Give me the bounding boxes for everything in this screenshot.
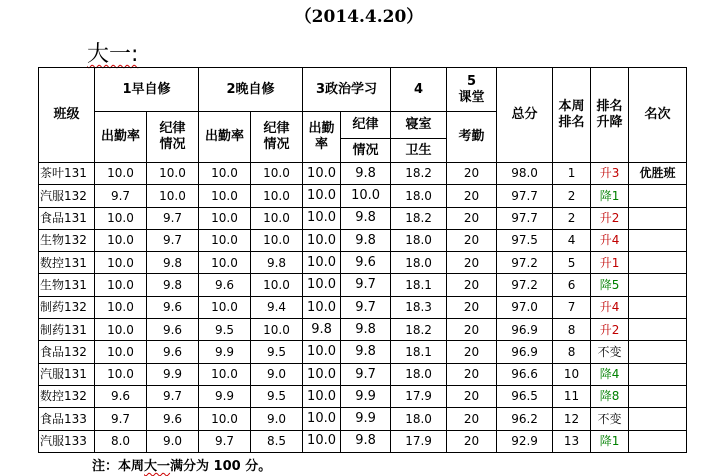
section-title — [87, 37, 138, 68]
cell-dorm-hygiene: 18.0 — [391, 252, 447, 274]
cell-morning-attendance: 10.0 — [95, 207, 147, 229]
cell-evening-attendance: 10.0 — [199, 363, 251, 385]
header-change-line2: 升降 — [596, 115, 623, 130]
cell-total: 92.9 — [497, 430, 553, 452]
cell-total: 97.5 — [497, 229, 553, 251]
cell-politics-attendance: 10.0 — [303, 430, 341, 452]
cell-evening-attendance: 10.0 — [199, 163, 251, 185]
cell-class: 数控131 — [39, 252, 95, 274]
cell-place — [629, 185, 687, 207]
header-rank — [553, 68, 591, 163]
cell-morning-attendance: 10.0 — [95, 252, 147, 274]
cell-total: 97.7 — [497, 185, 553, 207]
cell-morning-attendance: 10.0 — [95, 363, 147, 385]
cell-total: 97.2 — [497, 252, 553, 274]
cell-place — [629, 252, 687, 274]
cell-evening-discipline: 9.4 — [251, 296, 303, 318]
cell-rank: 12 — [553, 408, 591, 430]
cell-politics-discipline: 9.6 — [341, 252, 391, 274]
cell-evening-discipline: 10.0 — [251, 319, 303, 341]
cell-morning-discipline: 10.0 — [147, 185, 199, 207]
cell-dorm-hygiene: 18.2 — [391, 319, 447, 341]
cell-place — [629, 319, 687, 341]
cell-politics-discipline: 9.8 — [341, 163, 391, 185]
cell-checkin: 20 — [447, 296, 497, 318]
cell-dorm-hygiene: 18.3 — [391, 296, 447, 318]
cell-rank: 5 — [553, 252, 591, 274]
cell-change: 降8 — [591, 385, 629, 407]
cell-politics-discipline: 9.8 — [341, 430, 391, 452]
cell-change: 升1 — [591, 252, 629, 274]
cell-class: 茶叶131 — [39, 163, 95, 185]
cell-rank: 8 — [553, 319, 591, 341]
cell-evening-attendance: 9.7 — [199, 430, 251, 452]
cell-checkin: 20 — [447, 385, 497, 407]
cell-checkin: 20 — [447, 274, 497, 296]
cell-change: 升3 — [591, 163, 629, 185]
header-course-block — [447, 68, 497, 112]
cell-politics-discipline: 9.8 — [341, 319, 391, 341]
cell-politics-attendance: 10.0 — [303, 385, 341, 407]
cell-evening-attendance: 9.9 — [199, 341, 251, 363]
cell-politics-attendance: 10.0 — [303, 363, 341, 385]
cell-morning-attendance: 10.0 — [95, 296, 147, 318]
table-row — [39, 163, 687, 185]
cell-total: 97.0 — [497, 296, 553, 318]
cell-rank: 11 — [553, 385, 591, 407]
cell-class: 食品133 — [39, 408, 95, 430]
cell-evening-attendance: 10.0 — [199, 296, 251, 318]
cell-evening-discipline: 9.0 — [251, 408, 303, 430]
cell-total: 96.2 — [497, 408, 553, 430]
cell-place — [629, 363, 687, 385]
cell-total: 98.0 — [497, 163, 553, 185]
header-politics-attendance-line1: 出勤 — [308, 121, 335, 137]
cell-morning-attendance: 10.0 — [95, 341, 147, 363]
cell-class: 生物131 — [39, 274, 95, 296]
cell-morning-discipline: 9.7 — [147, 229, 199, 251]
header-dorm-number: 4 — [391, 68, 447, 112]
cell-rank: 1 — [553, 163, 591, 185]
cell-morning-discipline: 9.7 — [147, 207, 199, 229]
table-row — [39, 252, 687, 274]
cell-place — [629, 274, 687, 296]
cell-place: 优胜班 — [629, 163, 687, 185]
table-row — [39, 430, 687, 452]
cell-evening-attendance: 9.6 — [199, 274, 251, 296]
cell-evening-discipline: 10.0 — [251, 229, 303, 251]
cell-morning-discipline: 9.8 — [147, 252, 199, 274]
cell-evening-attendance: 10.0 — [199, 408, 251, 430]
cell-dorm-hygiene: 17.9 — [391, 430, 447, 452]
cell-politics-discipline: 10.0 — [341, 185, 391, 207]
footnote-mid: 大一 — [144, 459, 171, 474]
cell-change: 降4 — [591, 363, 629, 385]
header-morning-discipline — [147, 112, 199, 163]
cell-evening-discipline: 10.0 — [251, 274, 303, 296]
cell-change: 不变 — [591, 341, 629, 363]
cell-morning-attendance: 9.7 — [95, 185, 147, 207]
cell-evening-attendance: 10.0 — [199, 229, 251, 251]
cell-politics-discipline: 9.8 — [341, 341, 391, 363]
header-politics-attendance — [303, 112, 341, 163]
cell-total: 96.9 — [497, 341, 553, 363]
cell-politics-discipline: 9.9 — [341, 385, 391, 407]
cell-checkin: 20 — [447, 207, 497, 229]
table-row — [39, 363, 687, 385]
cell-evening-discipline: 9.5 — [251, 385, 303, 407]
cell-dorm-hygiene: 18.0 — [391, 408, 447, 430]
cell-place — [629, 296, 687, 318]
cell-evening-discipline: 9.8 — [251, 252, 303, 274]
cell-morning-attendance: 9.7 — [95, 408, 147, 430]
cell-place — [629, 408, 687, 430]
cell-politics-discipline: 9.7 — [341, 274, 391, 296]
header-morning-attendance: 出勤率 — [95, 112, 147, 163]
cell-evening-attendance: 9.5 — [199, 319, 251, 341]
cell-change: 降1 — [591, 430, 629, 452]
table-row — [39, 185, 687, 207]
cell-checkin: 20 — [447, 408, 497, 430]
header-place: 名次 — [629, 68, 687, 163]
cell-rank: 7 — [553, 296, 591, 318]
cell-rank: 10 — [553, 363, 591, 385]
cell-morning-attendance: 10.0 — [95, 163, 147, 185]
cell-morning-attendance: 10.0 — [95, 274, 147, 296]
cell-evening-attendance: 10.0 — [199, 207, 251, 229]
cell-dorm-hygiene: 18.1 — [391, 341, 447, 363]
cell-checkin: 20 — [447, 319, 497, 341]
cell-class: 食品132 — [39, 341, 95, 363]
header-politics-discipline-line1: 纪律 — [341, 112, 391, 139]
ranking-table — [38, 67, 687, 453]
cell-dorm-hygiene: 18.1 — [391, 274, 447, 296]
table-row — [39, 408, 687, 430]
table-row — [39, 319, 687, 341]
header-politics-discipline-line2: 情况 — [341, 139, 391, 163]
cell-rank: 2 — [553, 207, 591, 229]
cell-morning-attendance: 10.0 — [95, 229, 147, 251]
cell-politics-attendance: 10.0 — [303, 229, 341, 251]
report-date: （2014.4.20） — [294, 7, 424, 27]
header-evening: 2晚自修 — [199, 68, 303, 112]
cell-morning-attendance: 10.0 — [95, 319, 147, 341]
header-politics-attendance-line2: 率 — [315, 137, 329, 152]
cell-politics-attendance: 10.0 — [303, 185, 341, 207]
cell-change: 降5 — [591, 274, 629, 296]
cell-politics-discipline: 9.9 — [341, 408, 391, 430]
cell-morning-discipline: 9.9 — [147, 363, 199, 385]
table-row — [39, 229, 687, 251]
cell-politics-discipline: 9.8 — [341, 229, 391, 251]
cell-change: 升4 — [591, 229, 629, 251]
cell-change: 升2 — [591, 319, 629, 341]
cell-total: 96.9 — [497, 319, 553, 341]
header-dorm-line2: 卫生 — [391, 139, 447, 163]
cell-class: 汽服132 — [39, 185, 95, 207]
cell-class: 汽服131 — [39, 363, 95, 385]
footnote-prefix: 注：本周 — [92, 459, 145, 474]
cell-politics-attendance: 10.0 — [303, 341, 341, 363]
cell-place — [629, 430, 687, 452]
header-evening-discipline — [251, 112, 303, 163]
cell-morning-discipline: 9.8 — [147, 274, 199, 296]
cell-dorm-hygiene: 18.2 — [391, 207, 447, 229]
cell-dorm-hygiene: 18.0 — [391, 363, 447, 385]
header-course-label: 课堂 — [458, 89, 485, 105]
cell-morning-discipline: 9.0 — [147, 430, 199, 452]
cell-place — [629, 207, 687, 229]
table-row — [39, 341, 687, 363]
section-title-text: 大一: — [87, 42, 139, 67]
table-row — [39, 207, 687, 229]
cell-evening-discipline: 10.0 — [251, 207, 303, 229]
cell-checkin: 20 — [447, 430, 497, 452]
header-morning-discipline-line2: 情况 — [159, 137, 186, 152]
cell-dorm-hygiene: 18.0 — [391, 229, 447, 251]
cell-class: 制药132 — [39, 296, 95, 318]
table-row — [39, 385, 687, 407]
cell-evening-discipline: 9.0 — [251, 363, 303, 385]
footnote — [92, 455, 271, 474]
cell-morning-discipline: 9.6 — [147, 408, 199, 430]
header-class: 班级 — [39, 68, 95, 163]
cell-class: 制药131 — [39, 319, 95, 341]
header-morning-discipline-line1: 纪律 — [159, 121, 186, 137]
header-rank-line1: 本周 — [558, 99, 585, 115]
cell-checkin: 20 — [447, 163, 497, 185]
cell-total: 97.2 — [497, 274, 553, 296]
cell-change: 不变 — [591, 408, 629, 430]
cell-rank: 4 — [553, 229, 591, 251]
cell-class: 数控132 — [39, 385, 95, 407]
cell-evening-discipline: 10.0 — [251, 185, 303, 207]
cell-change: 升2 — [591, 207, 629, 229]
cell-morning-attendance: 8.0 — [95, 430, 147, 452]
header-change — [591, 68, 629, 163]
cell-morning-discipline: 9.6 — [147, 319, 199, 341]
cell-evening-discipline: 10.0 — [251, 163, 303, 185]
cell-morning-discipline: 9.6 — [147, 341, 199, 363]
cell-change: 降1 — [591, 185, 629, 207]
cell-checkin: 20 — [447, 229, 497, 251]
cell-morning-discipline: 10.0 — [147, 163, 199, 185]
header-course-number: 5 — [467, 73, 477, 89]
table-body — [39, 163, 687, 453]
cell-dorm-hygiene: 18.0 — [391, 185, 447, 207]
cell-dorm-hygiene: 18.2 — [391, 163, 447, 185]
cell-morning-attendance: 9.6 — [95, 385, 147, 407]
table-row — [39, 274, 687, 296]
cell-checkin: 20 — [447, 363, 497, 385]
header-evening-discipline-line1: 纪律 — [263, 121, 290, 137]
cell-place — [629, 385, 687, 407]
cell-rank: 8 — [553, 341, 591, 363]
header-morning: 1早自修 — [95, 68, 199, 112]
header-total: 总分 — [497, 68, 553, 163]
table-row — [39, 296, 687, 318]
cell-checkin: 20 — [447, 341, 497, 363]
footnote-suffix: 满分为 100 分。 — [170, 459, 272, 474]
header-dorm-line1: 寝室 — [391, 112, 447, 139]
cell-evening-attendance: 10.0 — [199, 185, 251, 207]
header-change-line1: 排名 — [596, 99, 623, 115]
cell-evening-discipline: 8.5 — [251, 430, 303, 452]
cell-total: 96.6 — [497, 363, 553, 385]
cell-class: 汽服133 — [39, 430, 95, 452]
cell-politics-discipline: 9.7 — [341, 363, 391, 385]
header-rank-line2: 排名 — [558, 115, 585, 130]
cell-politics-attendance: 10.0 — [303, 207, 341, 229]
cell-morning-discipline: 9.6 — [147, 296, 199, 318]
cell-evening-discipline: 9.5 — [251, 341, 303, 363]
cell-politics-attendance: 10.0 — [303, 252, 341, 274]
cell-total: 96.5 — [497, 385, 553, 407]
header-politics: 3政治学习 — [303, 68, 391, 112]
header-evening-discipline-line2: 情况 — [263, 137, 290, 152]
cell-class: 食品131 — [39, 207, 95, 229]
cell-politics-discipline: 9.7 — [341, 296, 391, 318]
cell-total: 97.7 — [497, 207, 553, 229]
cell-politics-attendance: 10.0 — [303, 163, 341, 185]
cell-checkin: 20 — [447, 185, 497, 207]
cell-place — [629, 229, 687, 251]
cell-evening-attendance: 9.9 — [199, 385, 251, 407]
cell-politics-attendance: 10.0 — [303, 408, 341, 430]
cell-change: 升4 — [591, 296, 629, 318]
cell-evening-attendance: 10.0 — [199, 252, 251, 274]
cell-dorm-hygiene: 17.9 — [391, 385, 447, 407]
cell-politics-attendance: 10.0 — [303, 296, 341, 318]
cell-rank: 6 — [553, 274, 591, 296]
cell-politics-attendance: 10.0 — [303, 274, 341, 296]
header-evening-attendance: 出勤率 — [199, 112, 251, 163]
cell-politics-attendance: 9.8 — [303, 319, 341, 341]
cell-rank: 2 — [553, 185, 591, 207]
header-checkin: 考勤 — [447, 112, 497, 163]
cell-class: 生物132 — [39, 229, 95, 251]
cell-checkin: 20 — [447, 252, 497, 274]
cell-place — [629, 341, 687, 363]
table-header — [39, 68, 687, 163]
cell-morning-discipline: 9.7 — [147, 385, 199, 407]
cell-politics-discipline: 9.8 — [341, 207, 391, 229]
cell-rank: 13 — [553, 430, 591, 452]
